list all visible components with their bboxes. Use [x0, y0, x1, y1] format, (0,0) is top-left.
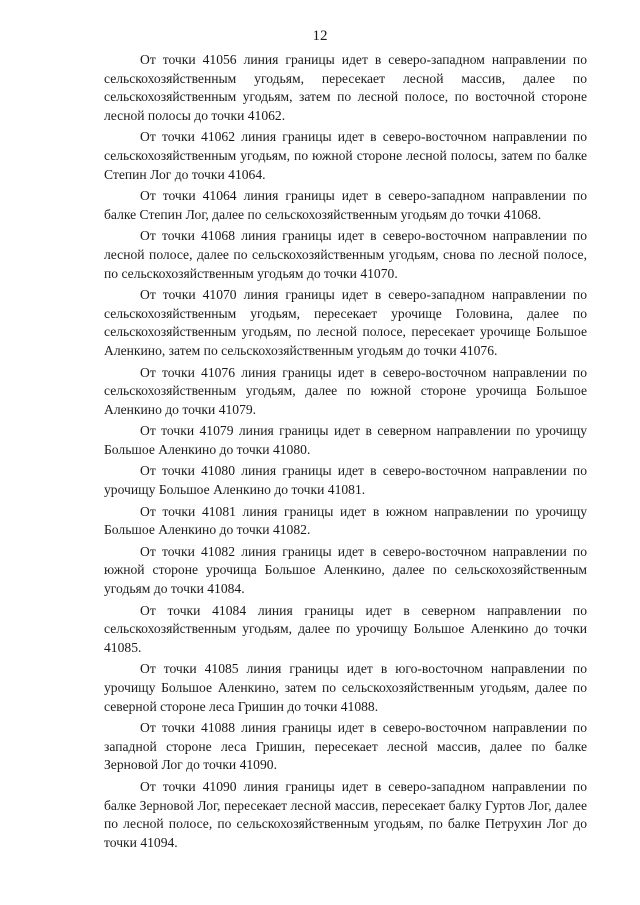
paragraph-41076: От точки 41076 линия границы идет в северо-восточном направлении по сельскохозяйственным угодьям, далее по южной стороне урочища Большое Аленкино до точки 41079.: [104, 364, 587, 417]
paragraph-41064: От точки 41064 линия границы идет в северо-западном направлении по балке Степин Лог, далее по сельскохозяйственным угодьям до точки 41068.: [104, 188, 587, 222]
paragraph-41084: От точки 41084 линия границы идет в северном направлении по сельскохозяйственным угодьям, далее по урочищу Большое Аленкино до точки 41085.: [104, 602, 587, 655]
document-body: [104, 51, 587, 855]
paragraph-41068: От точки 41068 линия границы идет в северо-восточном направлении по лесной полосе, далее по сельскохозяйственным угодьям, снова по лесной полосе, по сельскохозяйственным угодьям до точки 41070.: [104, 228, 587, 281]
paragraph-41090: От точки 41090 линия границы идет в северо-западном направлении по балке Зерновой Лог, пересекает лесной массив, пересекает балку Гуртов Лог, далее по лесной полосе, по сельскохозяйственным угодьям, по балке Петрухин Лог до точки 41094.: [104, 778, 587, 850]
paragraph-41056: От точки 41056 линия границы идет в северо-западном направлении по сельскохозяйственным угодьям, пересекает лесной массив, далее по сельскохозяйственным угодьям, затем по лесной полосе, по восточной стороне лесной полосы до точки 41062.: [104, 52, 587, 123]
paragraph-41070: От точки 41070 линия границы идет в северо-западном направлении по сельскохозяйственным угодьям, пересекает урочище Головина, далее по сельскохозяйственным угодьям, по лесной полосе, пересекает урочище Большое Аленкино, затем по сельскохозяйственным угодьям до точки 41076.: [104, 287, 587, 358]
paragraph-41062: От точки 41062 линия границы идет в северо-восточном направлении по сельскохозяйственным угодьям, по южной стороне лесной полосы, затем по балке Степин Лог до точки 41064.: [104, 129, 587, 182]
paragraph-41082: От точки 41082 линия границы идет в северо-восточном направлении по южной стороне урочища Большое Аленкино, далее по сельскохозяйственным угодьям до точки 41084.: [104, 543, 587, 597]
paragraph-41081: От точки 41081 линия границы идет в южном направлении по урочищу Большое Аленкино до точки 41082.: [104, 503, 587, 538]
paragraph-41080: От точки 41080 линия границы идет в северо-восточном направлении по урочищу Большое Аленкино до точки 41081.: [104, 463, 587, 498]
page-number: 12: [312, 28, 328, 44]
paragraph-41088: От точки 41088 линия границы идет в северо-восточном направлении по западной стороне леса Гришин, пересекает лесной массив, далее по балке Зерновой Лог до точки 41090.: [104, 720, 587, 773]
paragraph-41085: От точки 41085 линия границы идет в юго-восточном направлении по урочищу Большое Аленкино, затем по сельскохозяйственным угодьям, далее по северной стороне леса Гришин до точки 41088.: [104, 661, 587, 714]
paragraph-41079: От точки 41079 линия границы идет в северном направлении по урочищу Большое Аленкино до точки 41080.: [104, 423, 587, 457]
